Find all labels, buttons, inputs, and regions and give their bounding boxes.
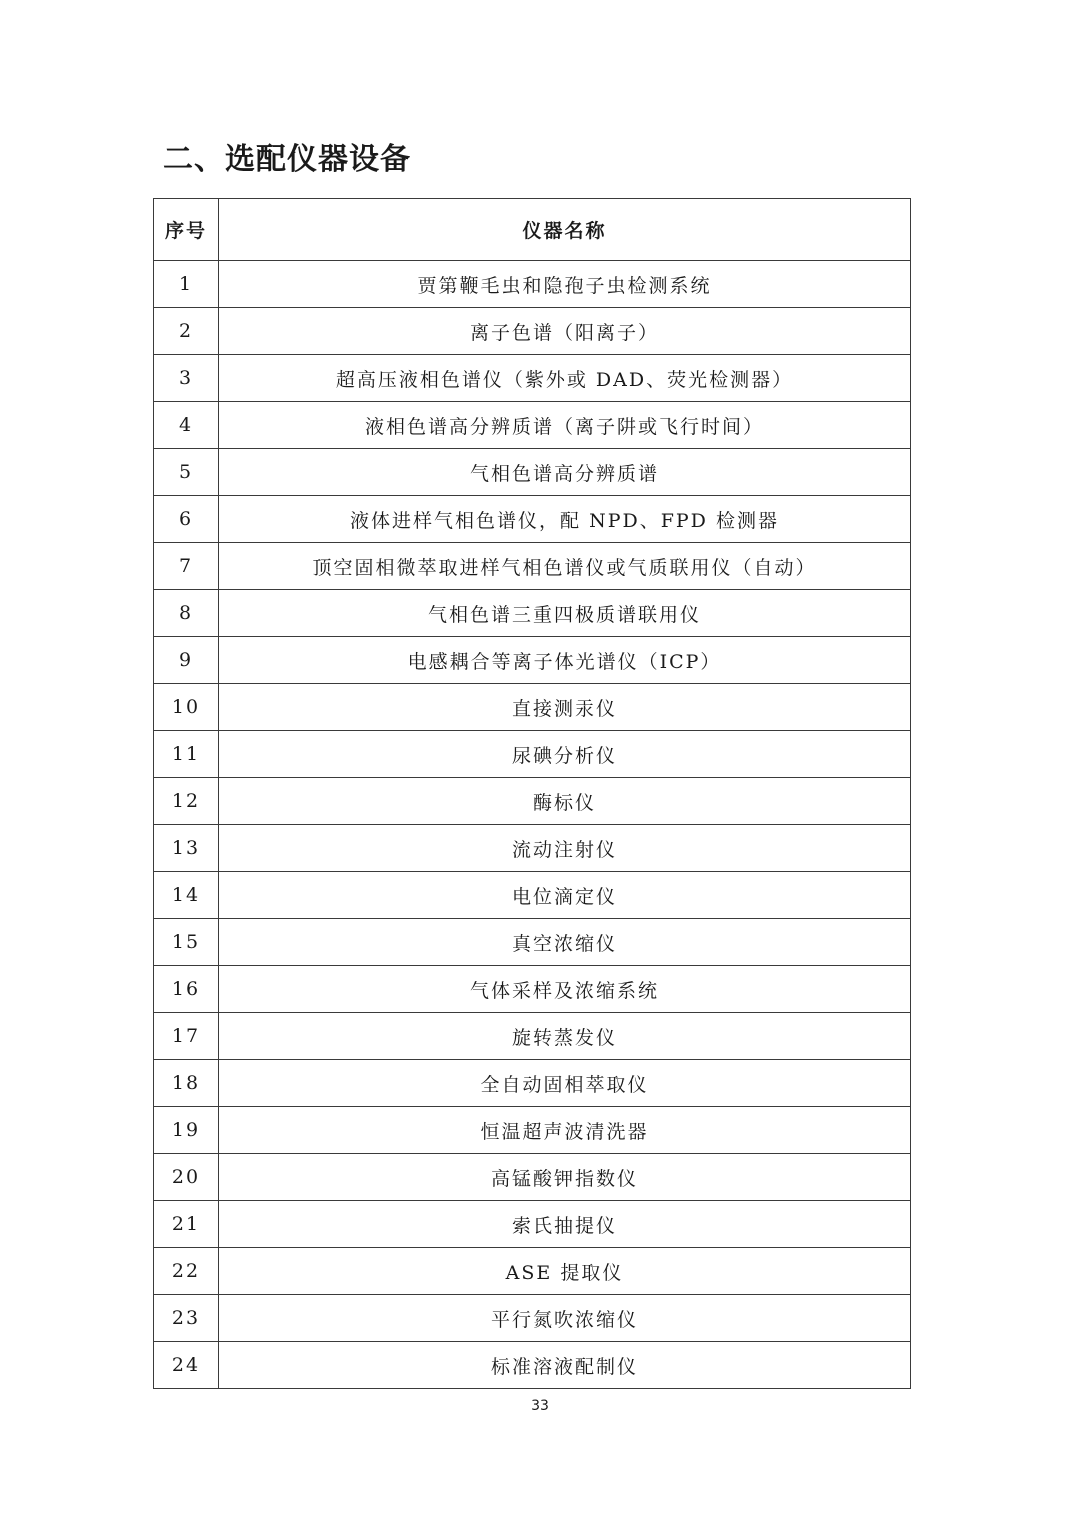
instrument-name: 超高压液相色谱仪（紫外或 DAD、荧光检测器）: [219, 355, 911, 402]
row-number: 1: [154, 261, 219, 308]
table-row: [154, 872, 911, 919]
instrument-name: 恒温超声波清洗器: [219, 1107, 911, 1154]
row-number: 2: [154, 308, 219, 355]
instrument-name: 全自动固相萃取仪: [219, 1060, 911, 1107]
instrument-name: 标准溶液配制仪: [219, 1342, 911, 1389]
instrument-name: 尿碘分析仪: [219, 731, 911, 778]
row-number: 23: [154, 1295, 219, 1342]
page-number: 33: [531, 1398, 549, 1414]
table-row: [154, 402, 911, 449]
instrument-name: 电位滴定仪: [219, 872, 911, 919]
table-header-row: [154, 199, 911, 261]
table-row: [154, 778, 911, 825]
row-number: 5: [154, 449, 219, 496]
instrument-name: ASE 提取仪: [219, 1248, 911, 1295]
table-row: [154, 1248, 911, 1295]
row-number: 24: [154, 1342, 219, 1389]
table-row: [154, 825, 911, 872]
row-number: 7: [154, 543, 219, 590]
table-row: [154, 1013, 911, 1060]
instrument-name: 顶空固相微萃取进样气相色谱仪或气质联用仪（自动）: [219, 543, 911, 590]
table-row: [154, 919, 911, 966]
table-row: [154, 496, 911, 543]
row-number: 18: [154, 1060, 219, 1107]
row-number: 14: [154, 872, 219, 919]
table-row: [154, 543, 911, 590]
instrument-name: 直接测汞仪: [219, 684, 911, 731]
table-row: [154, 449, 911, 496]
instrument-name: 贾第鞭毛虫和隐孢子虫检测系统: [219, 261, 911, 308]
table-row: [154, 1295, 911, 1342]
row-number: 15: [154, 919, 219, 966]
row-number: 19: [154, 1107, 219, 1154]
row-number: 16: [154, 966, 219, 1013]
table-row: [154, 966, 911, 1013]
table-row: [154, 355, 911, 402]
instrument-name: 离子色谱（阳离子）: [219, 308, 911, 355]
instrument-name: 索氏抽提仪: [219, 1201, 911, 1248]
instrument-name: 液体进样气相色谱仪，配 NPD、FPD 检测器: [219, 496, 911, 543]
table-row: [154, 1060, 911, 1107]
row-number: 4: [154, 402, 219, 449]
table-body: [154, 261, 911, 1389]
row-number: 6: [154, 496, 219, 543]
table-row: [154, 731, 911, 778]
instrument-name: 平行氮吹浓缩仪: [219, 1295, 911, 1342]
row-number: 13: [154, 825, 219, 872]
row-number: 21: [154, 1201, 219, 1248]
header-instrument-name: 仪器名称: [219, 199, 911, 261]
section-heading: 二、选配仪器设备: [163, 142, 411, 177]
table-row: [154, 590, 911, 637]
row-number: 22: [154, 1248, 219, 1295]
instrument-name: 高锰酸钾指数仪: [219, 1154, 911, 1201]
instrument-name: 气体采样及浓缩系统: [219, 966, 911, 1013]
instrument-name: 气相色谱三重四极质谱联用仪: [219, 590, 911, 637]
instrument-name: 旋转蒸发仪: [219, 1013, 911, 1060]
instrument-name: 气相色谱高分辨质谱: [219, 449, 911, 496]
table-row: [154, 1107, 911, 1154]
instrument-table: [153, 198, 911, 1389]
table-row: [154, 684, 911, 731]
table-row: [154, 261, 911, 308]
instrument-name: 电感耦合等离子体光谱仪（ICP）: [219, 637, 911, 684]
table-row: [154, 308, 911, 355]
row-number: 10: [154, 684, 219, 731]
header-number: 序号: [154, 199, 219, 261]
row-number: 11: [154, 731, 219, 778]
instrument-name: 液相色谱高分辨质谱（离子阱或飞行时间）: [219, 402, 911, 449]
instrument-name: 真空浓缩仪: [219, 919, 911, 966]
row-number: 12: [154, 778, 219, 825]
row-number: 20: [154, 1154, 219, 1201]
row-number: 8: [154, 590, 219, 637]
table-row: [154, 637, 911, 684]
row-number: 3: [154, 355, 219, 402]
row-number: 17: [154, 1013, 219, 1060]
instrument-name: 酶标仪: [219, 778, 911, 825]
table-row: [154, 1342, 911, 1389]
table-row: [154, 1154, 911, 1201]
table-row: [154, 1201, 911, 1248]
instrument-name: 流动注射仪: [219, 825, 911, 872]
row-number: 9: [154, 637, 219, 684]
